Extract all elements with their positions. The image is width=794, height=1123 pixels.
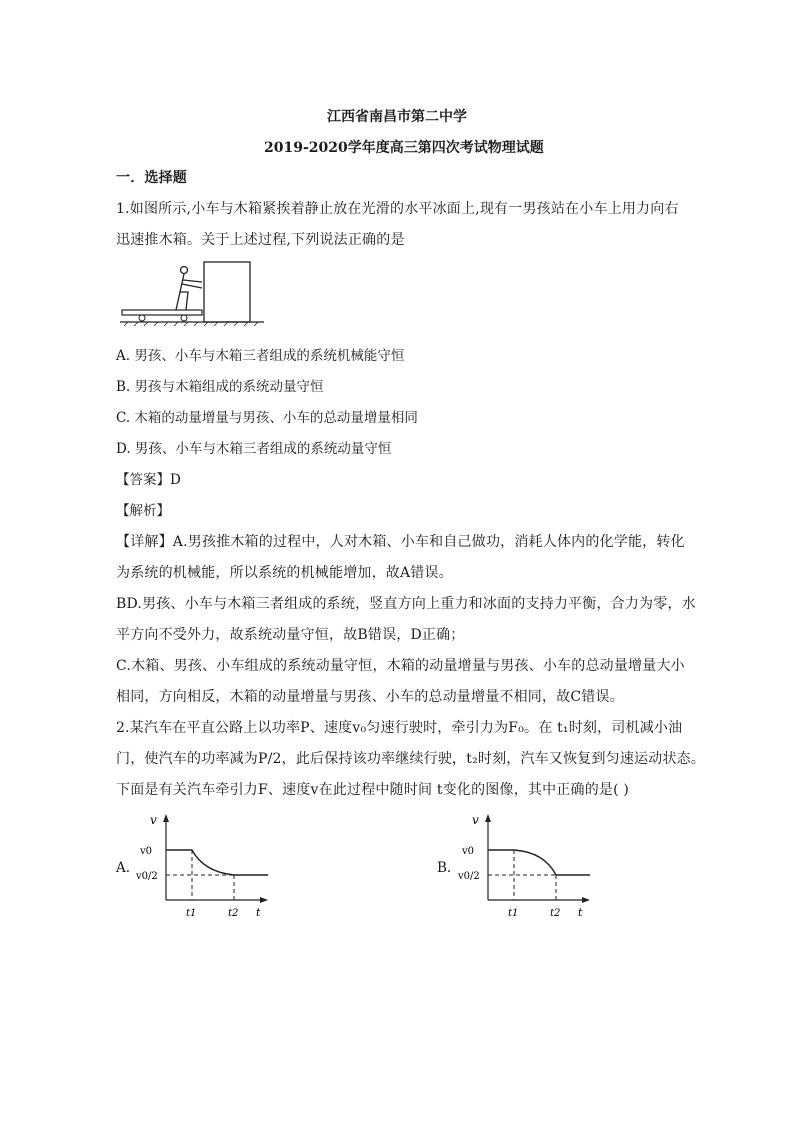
wooden-box: [204, 262, 250, 322]
graph-b-y-low-label: v0/2: [458, 871, 480, 882]
cart-wheel-right: [181, 315, 187, 321]
q1-explanation-line-2: 为系统的机械能，所以系统的机械能增加，故A错误。: [116, 565, 453, 581]
graph-a-option-label: A.: [116, 860, 131, 876]
graph-a-velocity-curve: [166, 850, 268, 875]
q1-option-a: A. 男孩、小车与木箱三者组成的系统机械能守恒: [116, 348, 405, 364]
section-heading: 一．选择题: [116, 170, 187, 186]
q1-option-d: D. 男孩、小车与木箱三者组成的系统动量守恒: [116, 441, 392, 457]
graph-b-x-arrow: [582, 897, 590, 903]
q1-explanation-line-3: BD.男孩、小车与木箱三者组成的系统，竖直方向上重力和冰面的支持力平衡，合力为零，水: [116, 596, 696, 612]
graph-b-y-arrow: [485, 814, 491, 822]
graph-a-t2-label: t2: [228, 908, 239, 919]
school-name: 江西省南昌市第二中学: [327, 109, 467, 125]
graph-a: [136, 812, 280, 924]
q1-analysis-label: 【解析】: [116, 503, 170, 519]
q1-stem-line-2: 迅速推木箱。关于上述过程,下列说法正确的是: [116, 232, 405, 248]
graph-a-y-axis-label: v: [150, 813, 157, 827]
q2-stem-line-1: 2.某汽车在平直公路上以功率P、速度v₀匀速行驶时，牵引力为F₀。在 t₁时刻，司机减小油: [116, 720, 683, 736]
graph-a-t1-label: t1: [186, 908, 197, 919]
q2-stem-line-2: 门，使汽车的功率减为P/2，此后保持该功率继续行驶，t₂时刻，汽车又恢复到匀速运动状态。: [116, 751, 706, 767]
graph-b-velocity-curve: [488, 850, 590, 875]
cart-wheel-left: [139, 315, 145, 321]
q1-option-b: B. 男孩与木箱组成的系统动量守恒: [116, 379, 324, 395]
graph-b-t1-label: t1: [508, 908, 519, 919]
graph-a-x-arrow: [260, 897, 268, 903]
q1-explanation-line-5: C.木箱、男孩、小车组成的系统动量守恒，木箱的动量增量与男孩、小车的总动量增量大小: [116, 658, 685, 674]
q1-figure-cart-box: [118, 258, 268, 328]
q1-explanation-line-6: 相同，方向相反，木箱的动量增量与男孩、小车的总动量增量不相同，故C错误。: [116, 689, 624, 705]
graph-b-y-high-label: v0: [462, 846, 475, 857]
graph-a-x-axis-label: t: [256, 906, 261, 919]
graph-b: [458, 812, 602, 924]
q1-option-c: C. 木箱的动量增量与男孩、小车的总动量增量相同: [116, 410, 418, 426]
q1-explanation-line-1: 【详解】A.男孩推木箱的过程中，人对木箱、小车和自己做功，消耗人体内的化学能，转化: [116, 534, 685, 550]
q2-stem-line-3: 下面是有关汽车牵引力F、速度v在此过程中随时间 t变化的图像，其中正确的是( ): [116, 782, 630, 798]
q1-explanation-line-4: 平方向不受外力，故系统动量守恒，故B错误，D正确；: [116, 627, 465, 643]
graph-b-x-axis-label: t: [578, 906, 583, 919]
cart: [122, 310, 202, 315]
graph-a-y-high-label: v0: [140, 846, 153, 857]
exam-title: 2019-2020学年度高三第四次考试物理试题: [264, 140, 544, 156]
graph-a-y-low-label: v0/2: [136, 871, 158, 882]
graph-a-y-arrow: [163, 814, 169, 822]
ice-hatching: [124, 322, 258, 326]
graph-b-option-label: B.: [437, 860, 452, 876]
q1-answer: 【答案】D: [116, 472, 181, 488]
graph-b-t2-label: t2: [550, 908, 561, 919]
boy-figure: [176, 267, 202, 311]
graph-b-y-axis-label: v: [472, 813, 479, 827]
q1-stem-line-1: 1.如图所示,小车与木箱紧挨着静止放在光滑的水平冰面上,现有一男孩站在小车上用力向右: [116, 201, 679, 217]
